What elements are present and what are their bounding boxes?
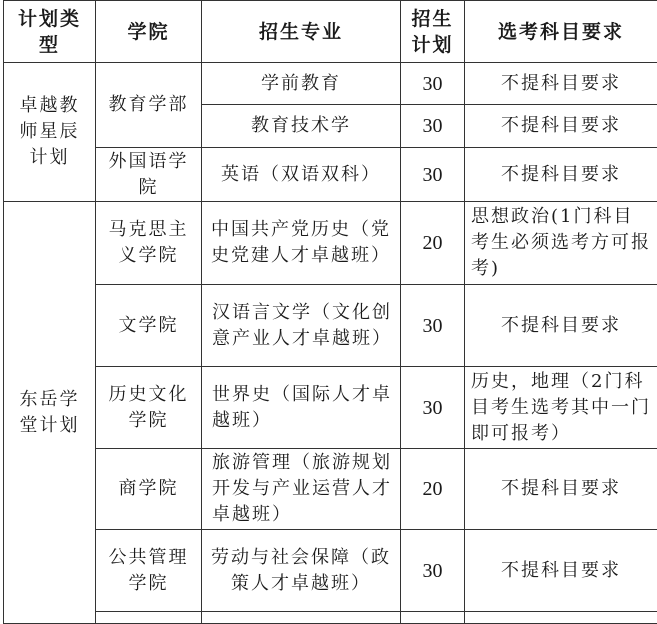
table-row	[4, 367, 657, 449]
requirement-cell: 不提科目要求	[465, 148, 657, 202]
requirement-cell: 不提科目要求	[465, 105, 657, 148]
table-row	[4, 148, 657, 202]
empty-cell	[401, 612, 465, 624]
college-cell: 文学院	[96, 285, 202, 367]
major-cell: 劳动与社会保障（政策人才卓越班）	[202, 530, 401, 612]
table-row	[4, 285, 657, 367]
table-row-cut	[4, 612, 657, 624]
college-cell: 教育学部	[96, 63, 202, 148]
quota-cell: 30	[401, 63, 465, 105]
empty-cell	[202, 612, 401, 624]
enrollment-table	[3, 0, 657, 624]
requirement-cell: 不提科目要求	[465, 285, 657, 367]
college-cell: 公共管理学院	[96, 530, 202, 612]
college-cell: 马克思主义学院	[96, 202, 202, 285]
table-row	[4, 530, 657, 612]
major-cell: 中国共产党历史（党史党建人才卓越班）	[202, 202, 401, 285]
requirement-cell: 不提科目要求	[465, 63, 657, 105]
header-requirement: 选考科目要求	[465, 1, 657, 63]
major-cell: 教育技术学	[202, 105, 401, 148]
college-cell: 商学院	[96, 449, 202, 530]
major-cell: 学前教育	[202, 63, 401, 105]
major-cell: 英语（双语双科）	[202, 148, 401, 202]
plan-type-cell: 卓越教师星辰计划	[4, 63, 96, 202]
header-row	[4, 1, 657, 63]
header-quota: 招生计划	[401, 1, 465, 63]
requirement-cell: 思想政治(1门科目考生必须选考方可报考)	[465, 202, 657, 285]
quota-cell: 30	[401, 367, 465, 449]
requirement-cell: 历史，地理（2门科目考生选考其中一门即可报考）	[465, 367, 657, 449]
quota-cell: 30	[401, 530, 465, 612]
table-row	[4, 63, 657, 105]
header-plan-type: 计划类型	[4, 1, 96, 63]
quota-cell: 30	[401, 148, 465, 202]
quota-cell: 20	[401, 449, 465, 530]
college-cell: 外国语学院	[96, 148, 202, 202]
requirement-cell: 不提科目要求	[465, 530, 657, 612]
header-major: 招生专业	[202, 1, 401, 63]
major-cell: 旅游管理（旅游规划开发与产业运营人才卓越班）	[202, 449, 401, 530]
quota-cell: 30	[401, 105, 465, 148]
requirement-cell: 不提科目要求	[465, 449, 657, 530]
empty-cell	[465, 612, 657, 624]
plan-type-cell: 东岳学堂计划	[4, 202, 96, 624]
major-cell: 世界史（国际人才卓越班）	[202, 367, 401, 449]
college-cell: 历史文化学院	[96, 367, 202, 449]
table-row	[4, 449, 657, 530]
major-cell: 汉语言文学（文化创意产业人才卓越班）	[202, 285, 401, 367]
header-college: 学院	[96, 1, 202, 63]
empty-cell	[96, 612, 202, 624]
quota-cell: 30	[401, 285, 465, 367]
quota-cell: 20	[401, 202, 465, 285]
table-row	[4, 202, 657, 285]
